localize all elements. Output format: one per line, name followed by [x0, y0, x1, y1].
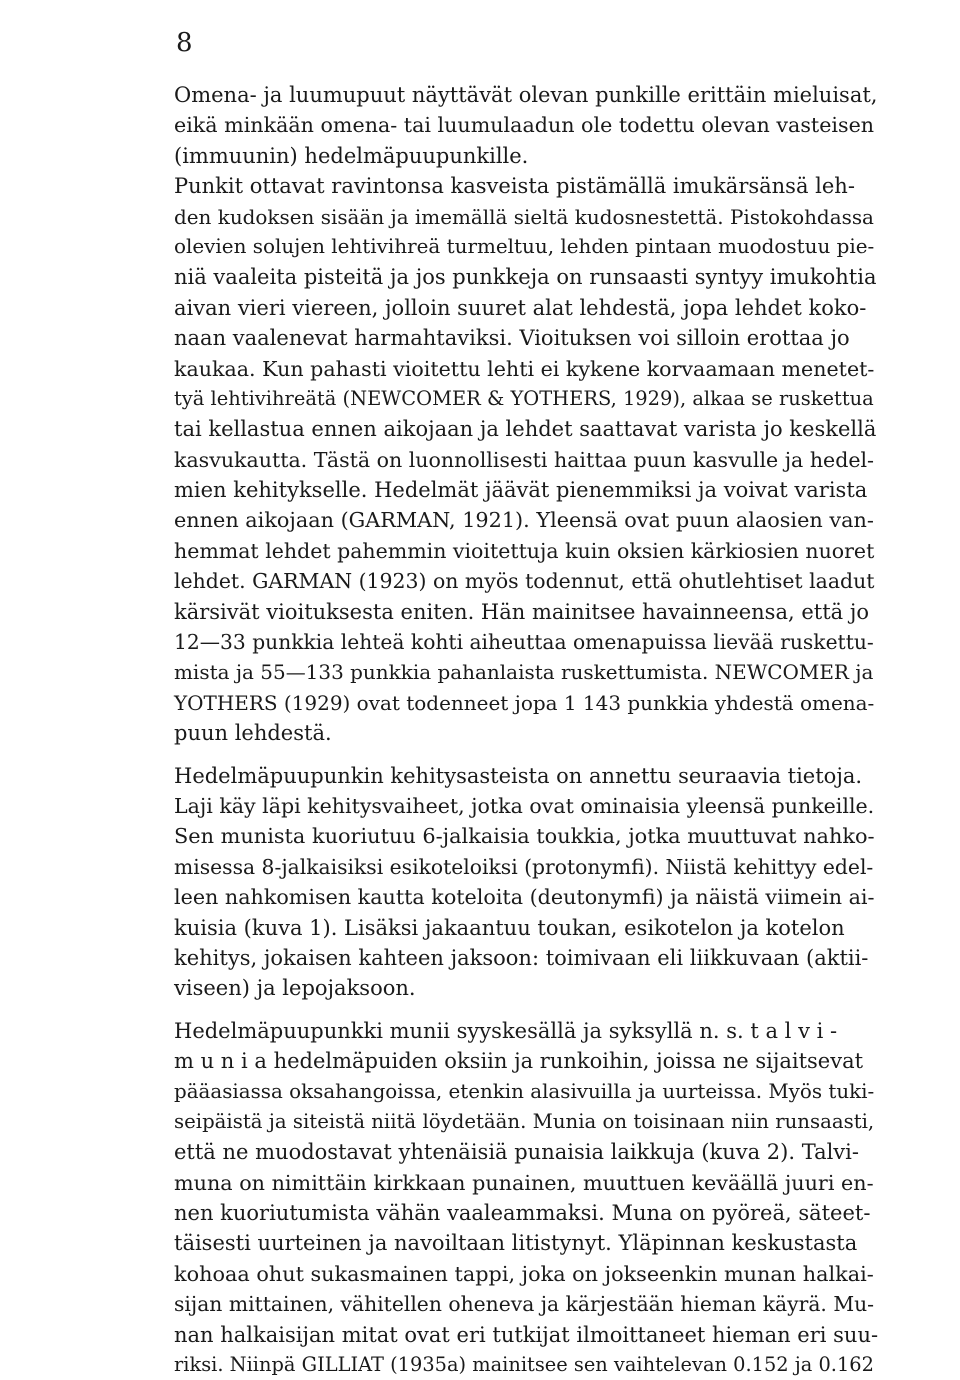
body-text [174, 80, 878, 1380]
text-line: puun lehdestä. [174, 721, 332, 746]
text-line: mista ja 55—133 punkkia pahanlaista ruskettumista. NEWCOMER ja [174, 660, 874, 685]
text-line: leen nahkomisen kautta koteloita (deutonymfi) ja näistä viimein ai- [174, 885, 875, 910]
text-line: Hedelmäpuupunkin kehitysasteista on annettu seuraavia tietoja. [174, 763, 863, 788]
text-line: seipäistä ja siteistä niitä löydetään. Munia on toisinaan niin runsaasti, [174, 1109, 875, 1133]
text-line: 12—33 punkkia lehteä kohti aiheuttaa omenapuissa lievää ruskettu- [174, 630, 874, 655]
text-line: kärsivät vioituksesta eniten. Hän mainitsee havainneensa, että jo [174, 599, 869, 624]
text-line: Punkit ottavat ravintonsa kasveista pistämällä imukärsänsä leh- [174, 174, 855, 199]
text-line: tai kellastua ennen aikojaan ja lehdet saattavat varista jo keskellä [174, 417, 877, 442]
text-line: hemmat lehdet pahemmin vioitettuja kuin oksien kärkiosien nuoret [174, 538, 875, 563]
text-line: kuisia (kuva 1). Lisäksi jakaantuu toukan, esikotelon ja kotelon [174, 915, 845, 940]
text-line: ennen aikojaan (GARMAN, 1921). Yleensä ovat puun alaosien van- [174, 508, 874, 533]
page-number: 8 [176, 28, 193, 58]
text-line: olevien solujen lehtivihreä turmeltuu, lehden pintaan muodostuu pie- [174, 234, 875, 258]
text-line: kasvukautta. Tästä on luonnollisesti haittaa puun kasvulle ja hedel- [174, 447, 874, 472]
text-line: YOTHERS (1929) ovat todenneet jopa 1 143 punkkia yhdestä omena- [174, 690, 875, 715]
text-line: Hedelmäpuupunkki munii syyskesällä ja syksyllä n. s. t a l v i - [174, 1018, 838, 1043]
text-line: (immuunin) hedelmäpuupunkille. [174, 143, 529, 168]
text-line: viseen) ja lepojaksoon. [174, 976, 416, 1001]
text-line: lehdet. GARMAN (1923) on myös todennut, että ohutlehtiset laadut [174, 569, 875, 594]
text-line: pääasiassa oksahangoissa, etenkin alasivuilla ja uurteissa. Myös tuki- [174, 1079, 875, 1103]
text-line: kohoaa ohut sukasmainen tappi, joka on jokseenkin munan halkai- [174, 1261, 874, 1286]
text-line: m u n i a hedelmäpuiden oksiin ja runkoihin, joissa ne sijaitsevat [174, 1049, 864, 1074]
text-line: kaukaa. Kun pahasti vioitettu lehti ei kykene korvaamaan menetet- [174, 356, 875, 381]
text-line: naan vaalenevat harmahtaviksi. Vioituksen voi silloin erottaa jo [174, 326, 850, 351]
text-line: eikä minkään omena- tai luumulaadun ole todettu olevan vasteisen [174, 113, 875, 138]
text-line: nen kuoriutumista vähän vaaleammaksi. Muna on pyöreä, säteet- [174, 1201, 871, 1226]
text-line: niä vaaleita pisteitä ja jos punkkeja on runsaasti syntyy imukohtia [174, 265, 877, 290]
paragraph-gap [174, 749, 878, 761]
text-line: Omena- ja luumupuut näyttävät olevan punkille erittäin mieluisat, [174, 83, 878, 107]
text-line: Laji käy läpi kehitysvaiheet, jotka ovat ominaisia yleensä punkeille. [174, 793, 875, 818]
text-line: Sen munista kuoriutuu 6-jalkaisia toukkia, jotka muuttuvat nahko- [174, 824, 875, 849]
text-line: misessa 8-jalkaisiksi esikoteloiksi (protonymfi). Niistä kehittyy edel- [174, 854, 874, 879]
text-line: nan halkaisijan mitat ovat eri tutkijat ilmoittaneet hieman eri suu- [174, 1322, 879, 1347]
text-line: tyä lehtivihreätä (NEWCOMER & YOTHERS, 1929), alkaa se ruskettua [174, 386, 874, 410]
text-line: sijan mittainen, vähitellen oheneva ja kärjestään hieman käyrä. Mu- [174, 1292, 875, 1317]
text-line: että ne muodostavat yhtenäisiä punaisia laikkuja (kuva 2). Talvi- [174, 1140, 859, 1165]
text-line: täisesti uurteinen ja navoiltaan litistynyt. Yläpinnan keskustasta [174, 1231, 858, 1256]
text-line: den kudoksen sisään ja imemällä sieltä kudosnestettä. Pistokohdassa [174, 204, 874, 229]
text-line: kehitys, jokaisen kahteen jaksoon: toimivaan eli liikkuvaan (aktii- [174, 945, 869, 970]
text-line: muna on nimittäin kirkkaan punainen, muuttuen keväällä juuri en- [174, 1170, 874, 1195]
text-line: aivan vieri viereen, jolloin suuret alat lehdestä, jopa lehdet koko- [174, 295, 867, 320]
paragraph-gap [174, 1004, 878, 1016]
text-line: mien kehitykselle. Hedelmät jäävät pienemmiksi ja voivat varista [174, 478, 868, 503]
text-line: riksi. Niinpä GILLIAT (1935a) mainitsee sen vaihtelevan 0.152 ja 0.162 [174, 1353, 874, 1377]
